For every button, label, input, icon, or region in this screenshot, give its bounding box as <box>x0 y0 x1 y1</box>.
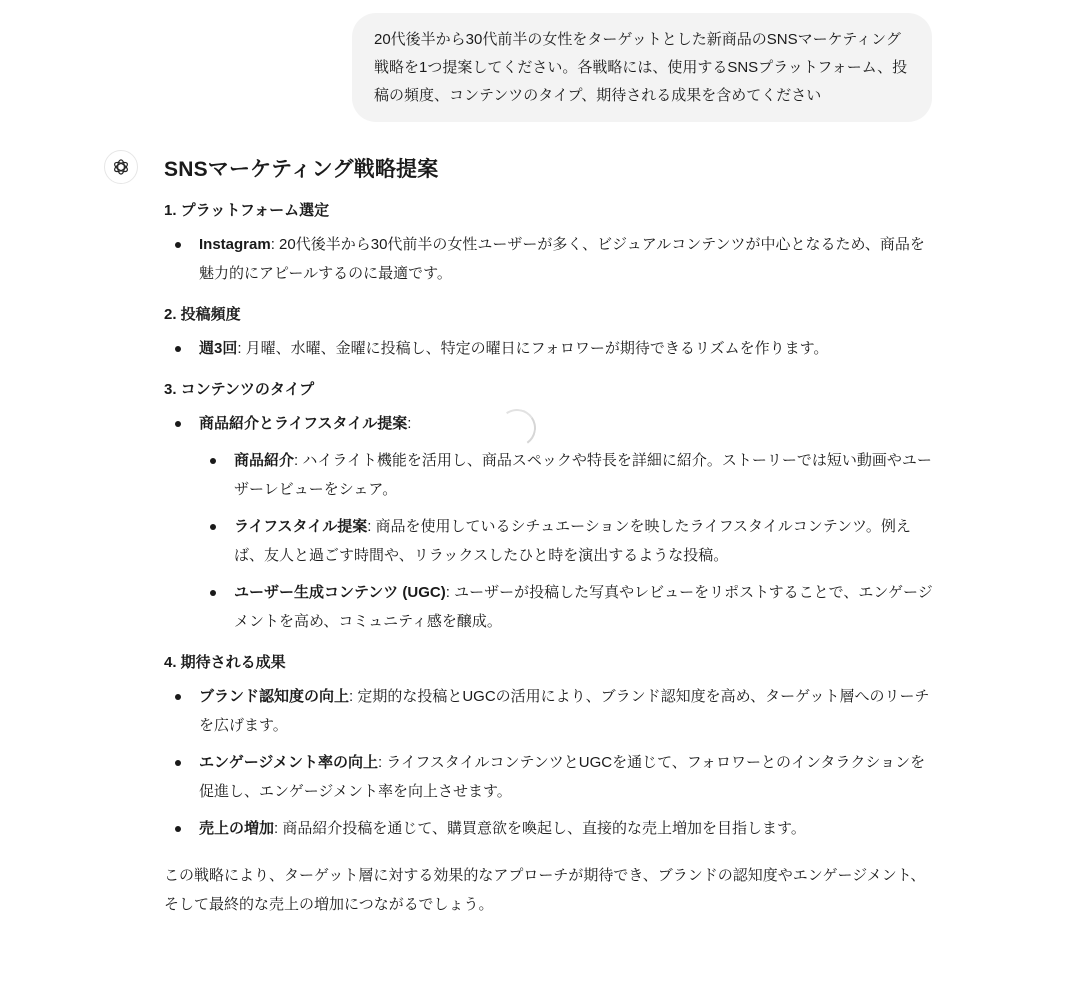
item-label: ブランド認知度の向上 <box>199 688 350 705</box>
item-label: エンゲージメント率の向上 <box>199 754 378 771</box>
section-heading-content-type: 3. コンテンツのタイプ <box>164 381 315 398</box>
item-text: : 商品を使用しているシチュエーションを映したライフスタイルコンテンツ。例えば、友人と過ごす時間や、リラックスしたひと時を演出するような投稿。 <box>234 518 911 564</box>
section-heading-expected-results: 4. 期待される成果 <box>164 654 286 671</box>
item-label: Instagram <box>199 236 271 253</box>
content-type-sublist <box>199 446 934 636</box>
item-text: : <box>407 415 412 432</box>
user-message-bubble <box>352 13 932 122</box>
user-message-text: 20代後半から30代前半の女性をターゲットとした新商品のSNSマーケティング戦略を1つ提案してください。各戦略には、使用するSNSプラットフォーム、投稿の頻度、コンテンツのタイプ、期待される成果を含めてください <box>374 31 908 104</box>
answer-title: SNSマーケティング戦略提案 <box>164 158 439 181</box>
list-item <box>164 682 934 740</box>
item-text: : 定期的な投稿とUGCの活用により、ブランド認知度を高め、ターゲット層へのリーチを広げます。 <box>199 688 930 734</box>
section-heading-platform: 1. プラットフォーム選定 <box>164 202 330 219</box>
platform-list <box>164 230 934 288</box>
item-text: : 商品紹介投稿を通じて、購買意欲を喚起し、直接的な売上増加を目指します。 <box>274 820 806 837</box>
openai-logo-icon <box>111 157 131 177</box>
item-text: : 月曜、水曜、金曜に投稿し、特定の曜日にフォロワーが期待できるリズムを作ります。 <box>237 340 829 357</box>
list-item <box>164 409 934 636</box>
item-text: : 20代後半から30代前半の女性ユーザーが多く、ビジュアルコンテンツが中心となるため、商品を魅力的にアピールするのに最適です。 <box>199 236 925 282</box>
list-item <box>199 578 934 636</box>
section-heading-frequency: 2. 投稿頻度 <box>164 306 241 323</box>
list-item <box>199 512 934 570</box>
item-label: ユーザー生成コンテンツ (UGC) <box>234 584 446 601</box>
assistant-avatar <box>104 150 138 184</box>
list-item <box>164 814 934 843</box>
list-item <box>164 748 934 806</box>
item-label: 商品紹介とライフスタイル提案 <box>199 415 408 432</box>
frequency-list <box>164 334 934 363</box>
list-item <box>199 446 934 504</box>
item-text: : ライフスタイルコンテンツとUGCを通じて、フォロワーとのインタラクションを促進し、エンゲージメント率を向上させます。 <box>199 754 926 800</box>
assistant-message <box>164 152 934 919</box>
closing-paragraph: この戦略により、ターゲット層に対する効果的なアプローチが期待でき、ブランドの認知度やエンゲージメント、そして最終的な売上の増加につながるでしょう。 <box>164 867 926 913</box>
list-item <box>164 334 934 363</box>
item-text: : ユーザーが投稿した写真やレビューをリポストすることで、エンゲージメントを高め、コミュニティ感を醸成。 <box>234 584 933 630</box>
item-label: 週3回 <box>199 340 238 357</box>
item-text: : ハイライト機能を活用し、商品スペックや特長を詳細に紹介。ストーリーでは短い動画やユーザーレビューをシェア。 <box>234 452 932 498</box>
expected-results-list <box>164 682 934 843</box>
item-label: 売上の増加 <box>199 820 275 837</box>
list-item <box>164 230 934 288</box>
content-type-list <box>164 409 934 636</box>
item-label: 商品紹介 <box>234 452 295 469</box>
item-label: ライフスタイル提案 <box>234 518 368 535</box>
